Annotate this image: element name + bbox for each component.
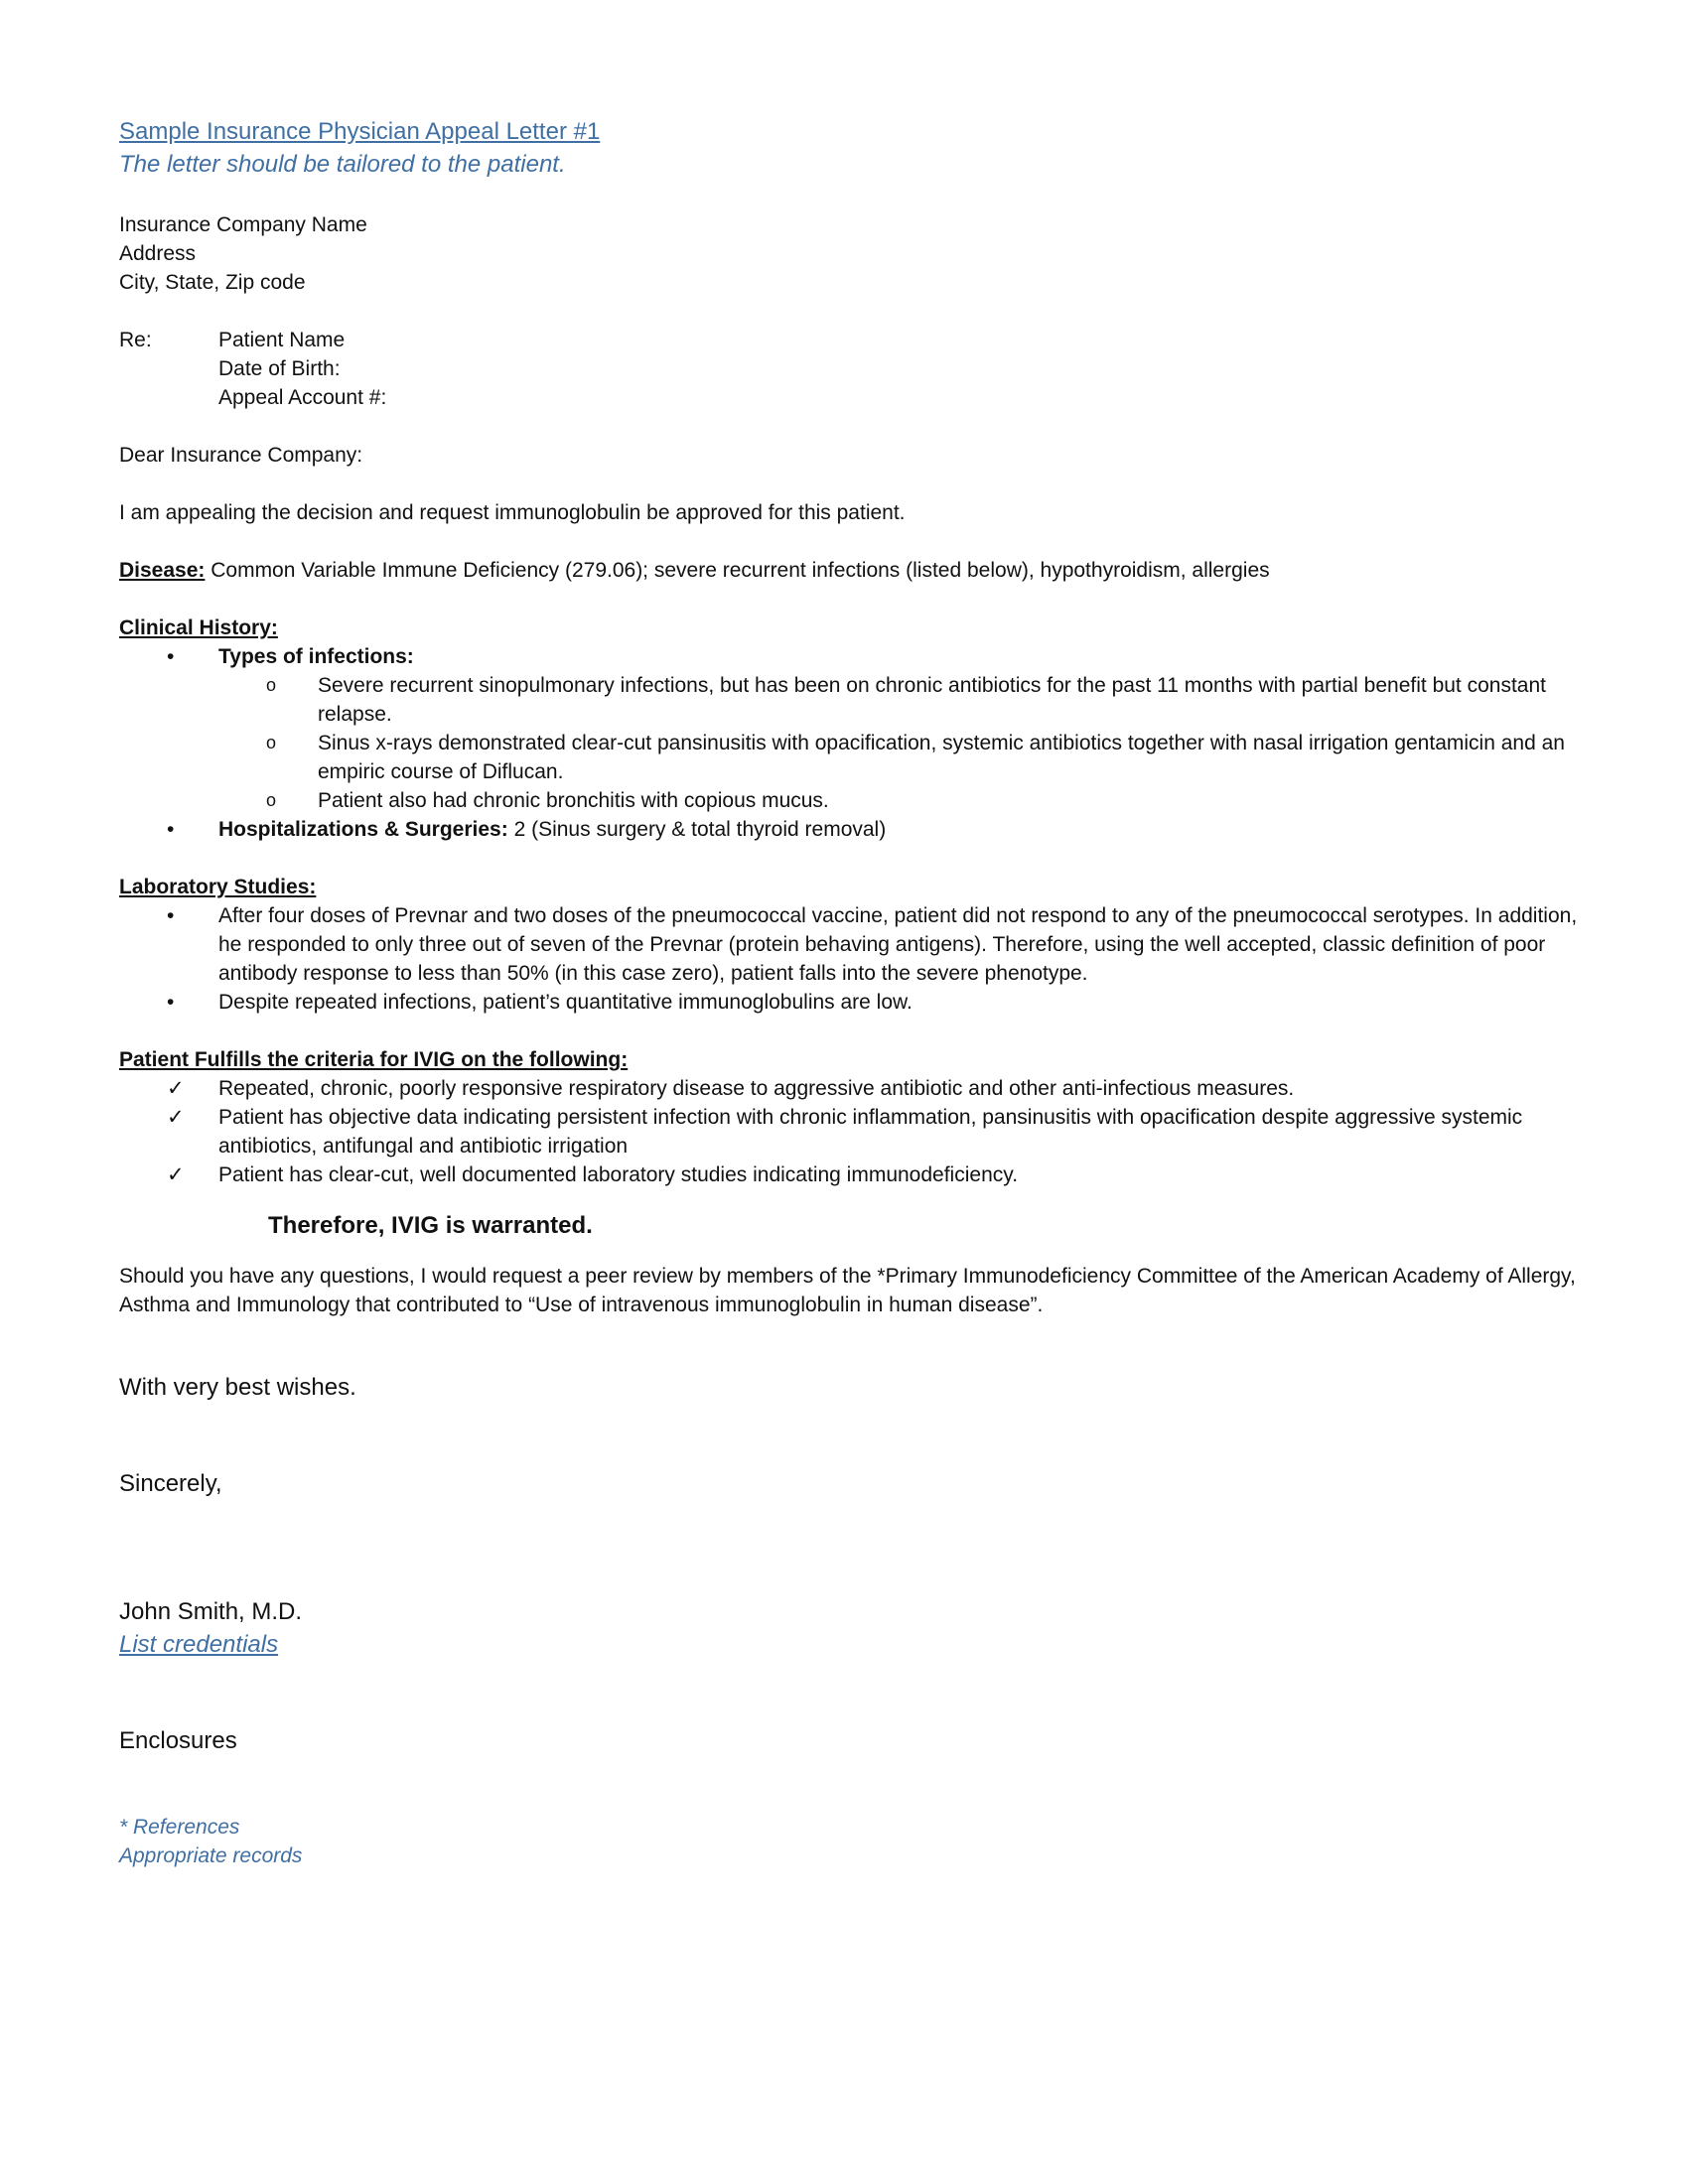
list-item: [119, 642, 1599, 671]
spacer: [119, 297, 1599, 326]
recipient-address: Address: [119, 242, 197, 265]
spacer: [119, 1017, 1599, 1045]
re-fields: [218, 326, 386, 412]
spacer: [119, 1500, 1599, 1595]
check-icon: ✓: [167, 1163, 185, 1186]
circle-marker: o: [266, 790, 277, 810]
wishes-line: With very best wishes.: [119, 1374, 356, 1401]
list-item: [119, 901, 1599, 988]
infection-item: Patient also had chronic bronchitis with copious mucus.: [318, 789, 829, 812]
questions-paragraph: Should you have any questions, I would request a peer review by members of the *Primary Immunodeficiency Committee of the American Academy of Allergy, Asthma and Immunology that contributed to “Use of intravenous immunoglobulin in human disease”.: [119, 1265, 1576, 1316]
bullet-marker: •: [167, 904, 175, 927]
spacer: [119, 412, 1599, 441]
lab-list: [119, 901, 1599, 1017]
check-icon: ✓: [167, 1106, 185, 1129]
criteria-heading: Patient Fulfills the criteria for IVIG on the following:: [119, 1048, 629, 1071]
bullet-marker: •: [167, 991, 175, 1014]
clinical-list: [119, 642, 1599, 844]
infections-label: Types of infections:: [218, 645, 414, 668]
disease-line: [119, 556, 1599, 585]
clinical-heading: Clinical History:: [119, 616, 278, 639]
credentials-link[interactable]: List credentials: [119, 1631, 279, 1658]
reference-item: Appropriate records: [119, 1844, 303, 1867]
lab-item: Despite repeated infections, patient’s quantitative immunoglobulins are low.: [218, 991, 913, 1014]
spacer: [119, 1319, 1599, 1371]
circle-marker: o: [266, 675, 277, 695]
criteria-item: Patient has objective data indicating persistent infection with chronic inflammation, pansinusitis with opacification despite aggressive systemic antibiotics, antifungal and antibiotic irrigation: [218, 1106, 1523, 1158]
spacer: [119, 1757, 1599, 1813]
list-item: [119, 1103, 1599, 1160]
intro-paragraph: I am appealing the decision and request immunoglobulin be approved for this patient.: [119, 501, 906, 524]
re-block: [119, 326, 1599, 412]
infection-item: Severe recurrent sinopulmonary infections, but has been on chronic antibiotics for the past 11 months with partial benefit but constant relapse.: [318, 674, 1546, 726]
criteria-item: Repeated, chronic, poorly responsive respiratory disease to aggressive antibiotic and other anti-infectious measures.: [218, 1077, 1295, 1100]
salutation: Dear Insurance Company:: [119, 444, 363, 467]
recipient-block: [119, 210, 1599, 297]
list-item: [119, 1160, 1599, 1189]
list-item: [119, 671, 1599, 729]
spacer: [119, 1404, 1599, 1467]
criteria-item: Patient has clear-cut, well documented laboratory studies indicating immunodeficiency.: [218, 1163, 1019, 1186]
closing-line: Sincerely,: [119, 1470, 222, 1497]
re-account: Appeal Account #:: [218, 386, 387, 409]
circle-marker: o: [266, 733, 277, 752]
letter-page: [119, 115, 1599, 1870]
lab-item: After four doses of Prevnar and two doses of the pneumococcal vaccine, patient did not respond to any of the pneumococcal serotypes. In addition, he responded to only three out of seven of the Prevnar (protein behaving antigens). Therefore, using the well accepted, classic definition of poor antibody response to less than 50% (in this case zero), patient falls into the severe phenotype.: [218, 904, 1578, 985]
re-label: Re:: [119, 329, 152, 351]
disease-label: Disease:: [119, 559, 206, 582]
enclosures-line: Enclosures: [119, 1727, 237, 1754]
spacer: [119, 844, 1599, 873]
list-item-content: [218, 642, 1599, 671]
bullet-marker: •: [167, 818, 175, 841]
list-item: [119, 786, 1599, 815]
criteria-list: [119, 1074, 1599, 1189]
re-dob: Date of Birth:: [218, 357, 341, 380]
list-item: [119, 815, 1599, 844]
recipient-company: Insurance Company Name: [119, 213, 367, 236]
re-patient-name: Patient Name: [218, 329, 346, 351]
hosp-label: Hospitalizations & Surgeries:: [218, 818, 508, 841]
disease-text: Common Variable Immune Deficiency (279.06); severe recurrent infections (listed below), hypothyroidism, allergies: [205, 559, 1270, 582]
signer-name: John Smith, M.D.: [119, 1598, 303, 1625]
lab-heading: Laboratory Studies:: [119, 876, 317, 898]
hosp-text: 2 (Sinus surgery & total thyroid removal): [507, 818, 887, 841]
spacer: [119, 527, 1599, 556]
bullet-marker: •: [167, 645, 175, 668]
reference-item: * References: [119, 1816, 240, 1839]
infection-item: Sinus x-rays demonstrated clear-cut pansinusitis with opacification, systemic antibiotics together with nasal irrigation gentamicin and an empiric course of Diflucan.: [318, 732, 1565, 783]
spacer: [119, 181, 1599, 210]
list-item-content: [218, 815, 1599, 844]
recipient-city: City, State, Zip code: [119, 271, 306, 294]
letter-subtitle: The letter should be tailored to the patient.: [119, 151, 566, 178]
list-item: [119, 988, 1599, 1017]
list-item: [119, 729, 1599, 786]
therefore-statement: Therefore, IVIG is warranted.: [268, 1212, 593, 1239]
letter-title[interactable]: Sample Insurance Physician Appeal Letter #1: [119, 118, 601, 145]
check-icon: ✓: [167, 1077, 185, 1100]
spacer: [119, 470, 1599, 498]
spacer: [119, 1661, 1599, 1724]
list-item: [119, 1074, 1599, 1103]
spacer: [119, 585, 1599, 614]
